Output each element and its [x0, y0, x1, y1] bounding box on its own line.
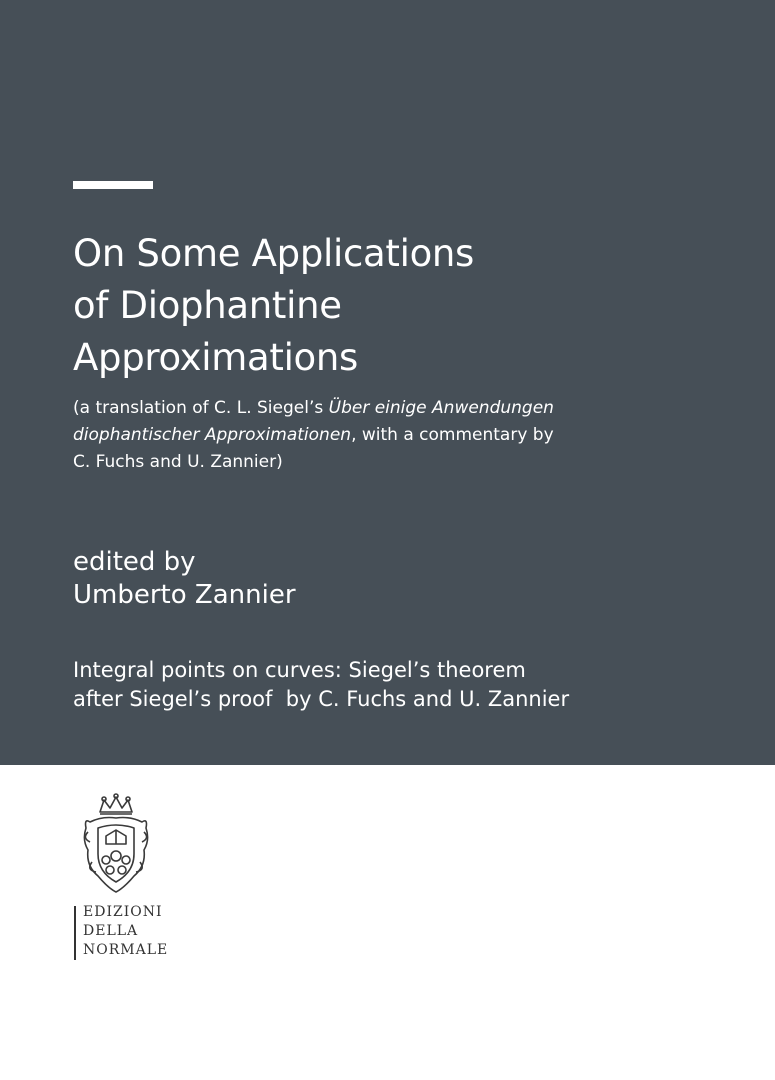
book-title-line: On Some Applications — [73, 232, 475, 275]
subtitle-text: (a translation of C. L. Siegel’s — [73, 398, 329, 418]
subtitle-line: C. Fuchs and U. Zannier) — [73, 452, 283, 472]
editor-name: Umberto Zannier — [73, 580, 296, 610]
appendix-note — [73, 656, 763, 714]
appendix-line: after Siegel’s proof by C. Fuchs and U. Zannier — [73, 687, 570, 711]
publisher-line: EDIZIONI — [83, 904, 163, 920]
editor-credit — [73, 546, 753, 612]
subtitle-original-title: Über einige Anwendungen — [328, 398, 554, 418]
publisher-line: NORMALE — [83, 942, 169, 958]
subtitle-text: , with a commentary by — [351, 425, 554, 445]
publisher-rule — [74, 906, 76, 960]
title-rule — [73, 181, 153, 189]
book-title-line: Approximations — [73, 336, 359, 379]
book-title — [73, 228, 753, 384]
subtitle-line — [73, 395, 753, 422]
crowned-coat-of-arms-icon — [78, 792, 154, 896]
book-title-line: of Diophantine — [73, 284, 342, 327]
appendix-line: Integral points on curves: Siegel’s theorem — [73, 658, 526, 682]
publisher-name — [83, 903, 168, 960]
subtitle-original-title: diophantischer Approximationen — [73, 425, 352, 445]
book-subtitle — [73, 395, 753, 476]
subtitle-line — [73, 422, 753, 449]
editor-label: edited by — [73, 547, 196, 577]
publisher-line: DELLA — [83, 923, 139, 939]
